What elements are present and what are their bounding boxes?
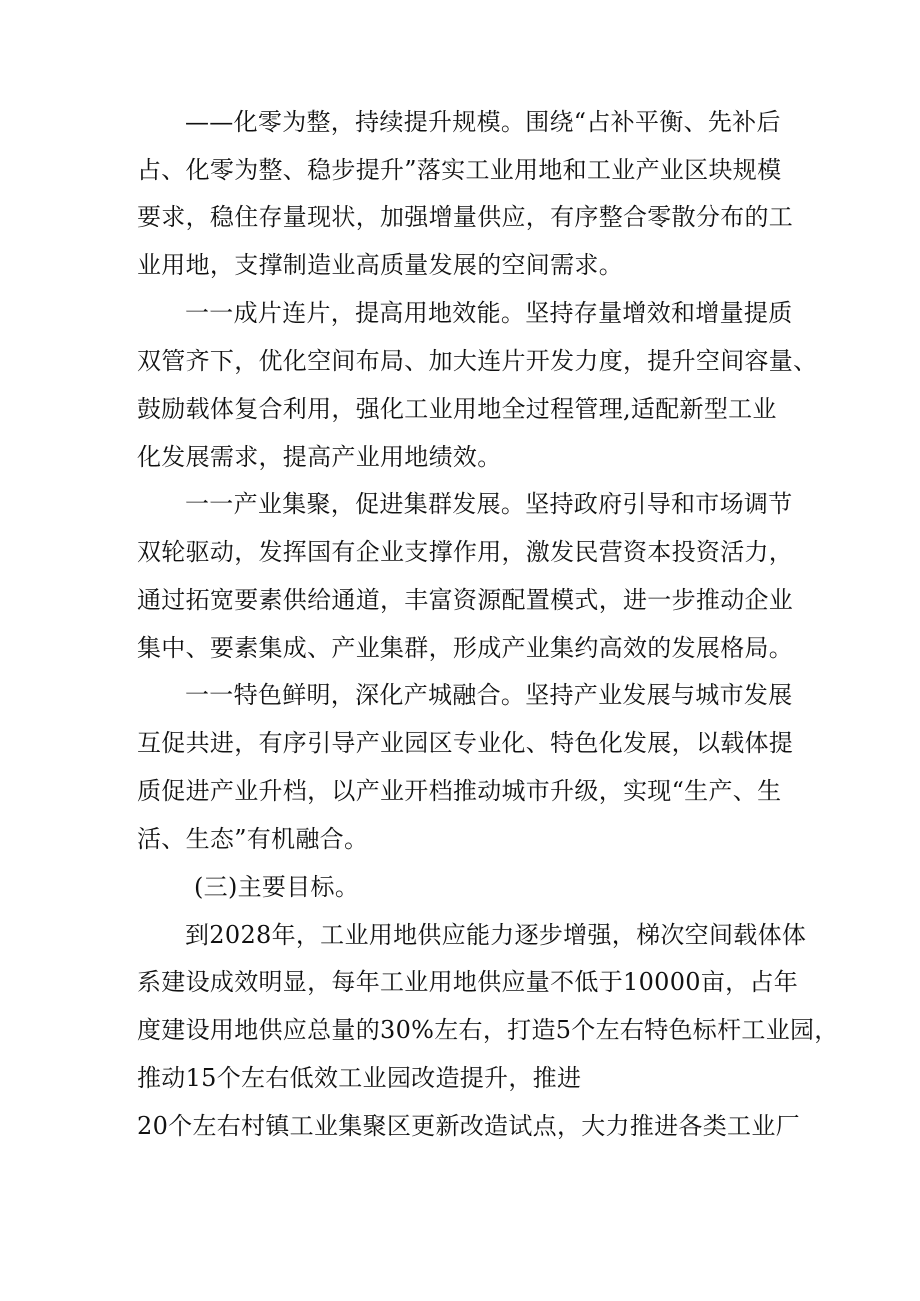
text-line: 系建设成效明显，每年工业用地供应量不低于10000亩，占年 [137, 968, 799, 996]
text-line: 双管齐下，优化空间布局、加大连片开发力度，提升空间容量、 [137, 347, 818, 375]
text-line: ——化零为整，持续提升规模。围绕“占补平衡、先补后 [185, 108, 781, 136]
text-line: 20个左右村镇工业集聚区更新改造试点，大力推进各类工业厂 [137, 1112, 800, 1140]
text-line: 化发展需求，提高产业用地绩效。 [137, 443, 502, 471]
text-line: 活、生态”有机融合。 [137, 825, 369, 853]
text-line: 通过拓宽要素供给通道，丰富资源配置模式，进一步推动企业 [137, 586, 794, 614]
text-line: 要求，稳住存量现状，加强增量供应，有序整合零散分布的工 [137, 203, 794, 231]
text-line: 推动15个左右低效工业园改造提升，推进 [137, 1064, 582, 1092]
text-line: 占、化零为整、稳步提升”落实工业用地和工业产业区块规模 [137, 156, 782, 184]
text-line: 双轮驱动，发挥国有企业支撑作用，激发民营资本投资活力， [137, 538, 794, 566]
text-line: 互促共进，有序引导产业园区专业化、特色化发展，以载体提 [137, 729, 794, 757]
text-line: 鼓励载体复合利用，强化工业用地全过程管理,适配新型工业 [137, 395, 777, 423]
text-line: 集中、要素集成、产业集群，形成产业集约高效的发展格局。 [137, 634, 794, 662]
text-line: 到2028年，工业用地供应能力逐步增强，梯次空间载体体 [185, 921, 807, 949]
text-line: 度建设用地供应总量的30%左右，打造5个左右特色标杆工业园， [137, 1016, 839, 1044]
text-line: 业用地，支撑制造业高质量发展的空间需求。 [137, 251, 623, 279]
text-line: 一一成片连片，提高用地效能。坚持存量增效和增量提质 [185, 299, 793, 327]
text-line: 质促进产业升档，以产业开档推动城市升级，实现“生产、生 [137, 777, 782, 805]
text-line: 一一特色鲜明，深化产城融合。坚持产业发展与城市发展 [185, 681, 793, 709]
text-line: 一一产业集聚，促进集群发展。坚持政府引导和市场调节 [185, 490, 793, 518]
section-heading: (三)主要目标。 [194, 873, 360, 901]
